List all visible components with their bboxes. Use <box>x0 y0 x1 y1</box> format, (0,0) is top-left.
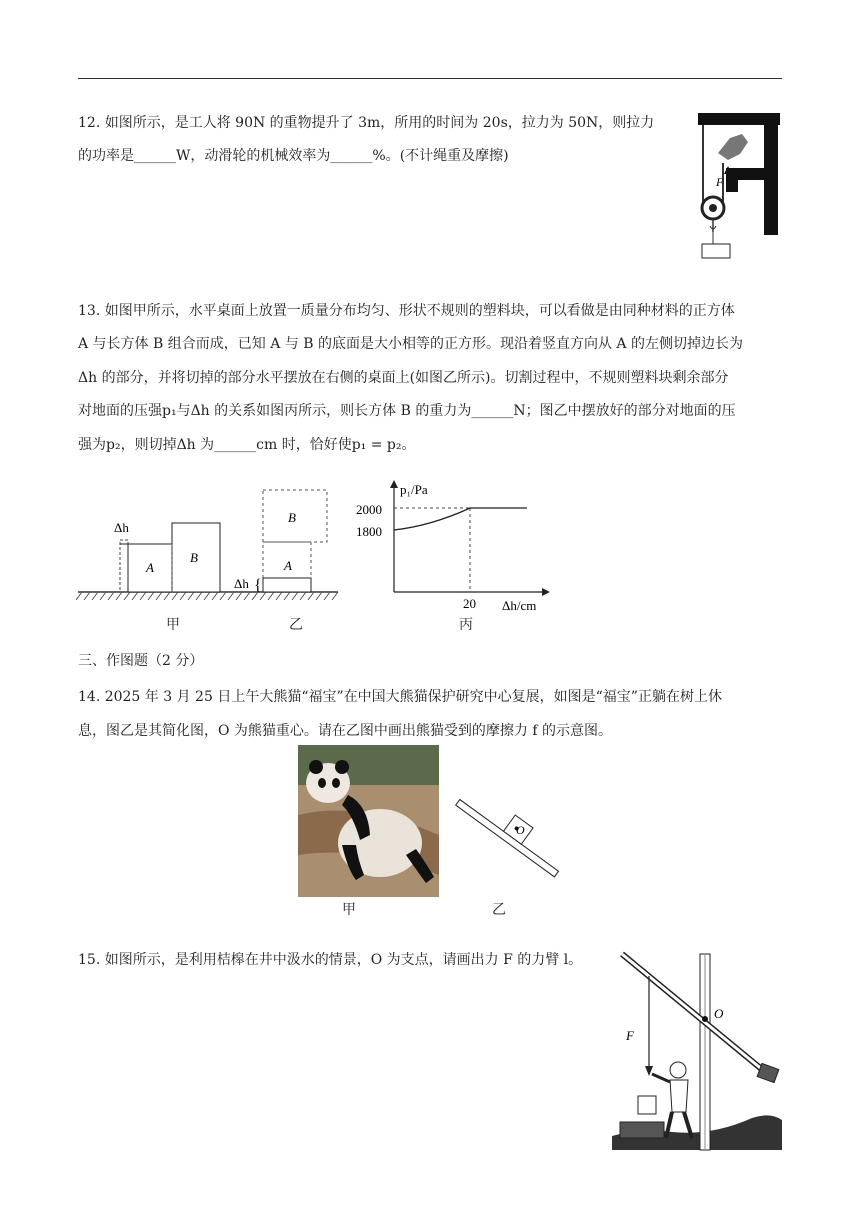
q13-line3: Δh 的部分，并将切掉的部分水平摆放在右侧的桌面上(如图乙所示)。切割过程中，不规则塑料块剩余部分 <box>78 370 729 386</box>
section3-heading: 三、作图题（2 分） <box>78 653 204 669</box>
q14-cap-yi: 乙 <box>492 902 506 918</box>
q13-jia-dh-label: Δh <box>114 520 129 535</box>
q12-F-label: F <box>716 175 724 189</box>
q14-line2: 息，图乙是其简化图，O 为熊猫重心。请在乙图中画出熊猫受到的摩擦力 f 的示意图。 <box>78 723 613 739</box>
q14-line1: 14. 2025 年 3 月 25 日上午大熊猫“福宝”在中国大熊猫保护研究中心复展，如图是“福宝”正躺在树上休 <box>78 689 722 705</box>
header-rule <box>78 78 782 79</box>
q13-pressure-chart <box>350 474 560 619</box>
q13-cap-yi: 乙 <box>289 617 303 633</box>
q13-blocks-figure <box>76 482 346 642</box>
chart-xlabel: Δh/cm <box>502 598 537 613</box>
pulley-figure <box>690 108 790 268</box>
q15-F-label: F <box>626 1028 634 1043</box>
q13-cap-jia: 甲 <box>166 617 180 633</box>
chart-ytick-2000: 2000 <box>356 502 382 517</box>
q13-line1: 13. 如图甲所示，水平桌面上放置一质量分布均匀、形状不规则的塑料块，可以看做是由同种材料的正方体 <box>78 303 735 319</box>
well-sweep-figure <box>612 950 782 1160</box>
q13-cap-bing: 丙 <box>459 617 473 633</box>
q13-jia-B-label: B <box>190 550 198 565</box>
chart-ytick-1800: 1800 <box>356 524 382 539</box>
q13-line4: 对地面的压强p₁与Δh 的关系如图丙所示，则长方体 B 的重力为______N；图乙中摆放好的部分对地面的压 <box>78 403 736 419</box>
q13-yi-B-label: B <box>288 510 296 525</box>
q15-O-label: O <box>714 1006 724 1021</box>
q13-line5: 强为p₂，则切掉Δh 为______cm 时，恰好使p₁ = p₂。 <box>78 437 416 453</box>
q13-yi-A-label: A <box>284 558 292 573</box>
q12-line1: 12. 如图所示，是工人将 90N 的重物提升了 3m，所用的时间为 20s，拉力为 50N，则拉力 <box>78 115 655 131</box>
q15-line1: 15. 如图所示，是利用桔槔在井中汲水的情景，O 为支点，请画出力 F 的力臂 l。 <box>78 952 583 968</box>
svg-text:{: { <box>254 577 262 594</box>
q13-yi-dh-label: Δh <box>234 576 249 591</box>
panda-simplified-figure <box>448 790 563 890</box>
q13-line2: A 与长方体 B 组合而成，已知 A 与 B 的底面是大小相等的正方形。现沿着竖直方向从 A 的左侧切掉边长为 <box>78 336 743 352</box>
chart-ylabel: p₁/Pa <box>400 482 428 497</box>
q13-jia-A-label: A <box>146 560 154 575</box>
chart-xtick-20: 20 <box>463 596 476 611</box>
q14-cap-jia: 甲 <box>342 902 356 918</box>
panda-photo <box>298 745 439 897</box>
chart-series-line <box>394 508 527 530</box>
q14-O-label: O <box>516 823 525 837</box>
q12-line2: 的功率是______W，动滑轮的机械效率为______%。(不计绳重及摩擦) <box>78 148 509 164</box>
